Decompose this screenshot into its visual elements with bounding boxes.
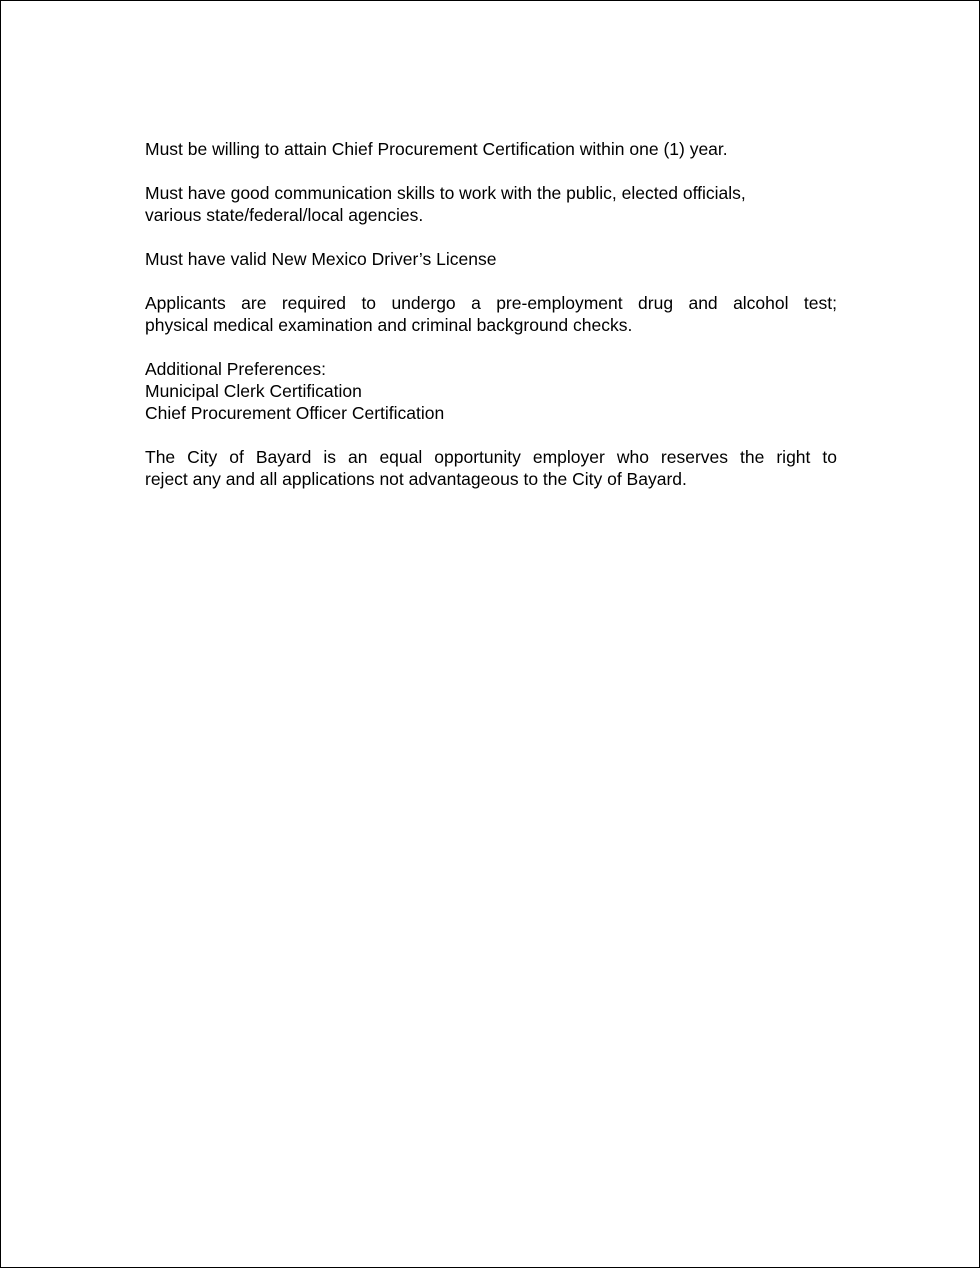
equal-opportunity-paragraph [145,446,837,490]
preference-item: Chief Procurement Officer Certification [145,403,445,423]
pre-employment-tests-paragraph [145,292,837,336]
drivers-license-paragraph [145,248,837,270]
communication-skills-paragraph [145,182,837,226]
additional-preferences-paragraph [145,358,837,424]
document-body [145,138,837,512]
paragraph-line: Applicants are required to undergo a pre-employment drug and alcohol test; [145,293,837,313]
paragraph-line: various state/federal/local agencies. [145,205,424,225]
paragraph-line: reject any and all applications not advantageous to the City of Bayard. [145,469,687,489]
paragraph-line: physical medical examination and criminal background checks. [145,315,633,335]
preferences-heading: Additional Preferences: [145,359,326,379]
certification-requirement-paragraph [145,138,837,160]
preference-item: Municipal Clerk Certification [145,381,362,401]
paragraph-line: Must be willing to attain Chief Procurement Certification within one (1) year. [145,139,728,159]
paragraph-line: Must have valid New Mexico Driver’s License [145,249,497,269]
paragraph-line: Must have good communication skills to work with the public, elected officials, [145,183,746,203]
paragraph-line: The City of Bayard is an equal opportunity employer who reserves the right to [145,447,837,467]
